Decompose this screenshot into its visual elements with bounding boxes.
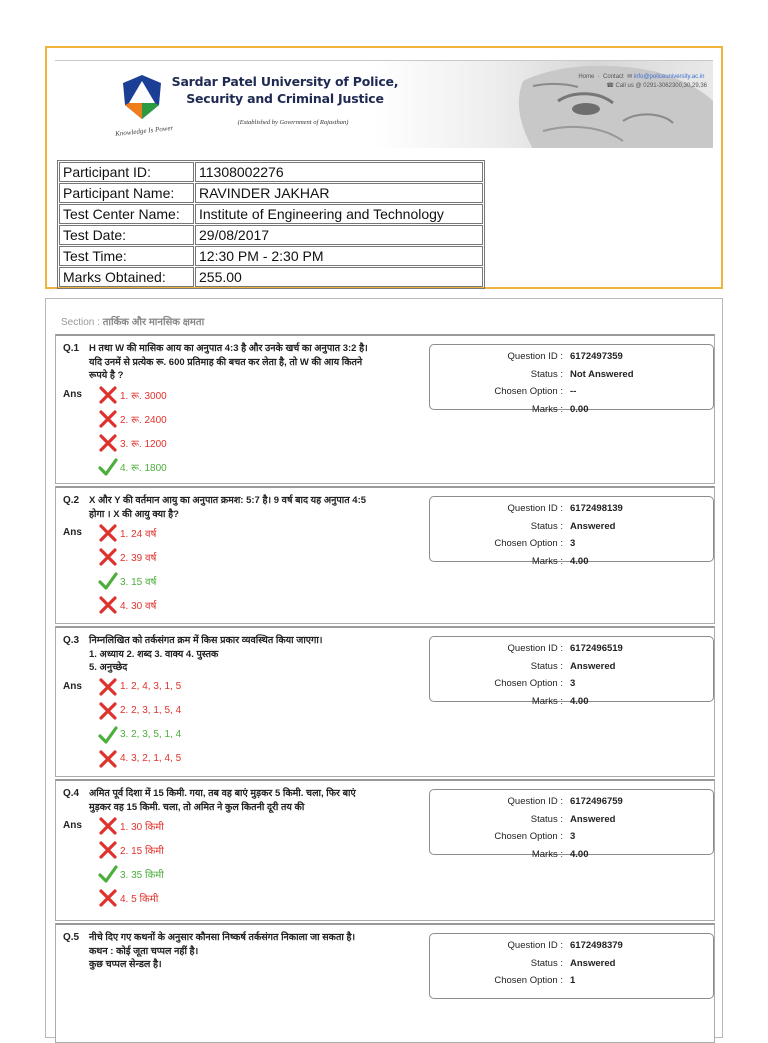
email-link[interactable]: info@policeuniversity.ac.in <box>633 74 705 80</box>
chosen-option-row <box>430 678 713 692</box>
cross-icon <box>98 750 118 768</box>
question-id-label: Question ID : <box>507 503 563 514</box>
participant-row <box>59 246 483 266</box>
marks-label: Marks : <box>531 403 563 415</box>
answer-option <box>98 841 164 859</box>
status-label: Status : <box>530 813 563 825</box>
chosen-option-label: Chosen Option : <box>494 831 563 842</box>
status-row <box>430 814 713 828</box>
question-card <box>55 486 715 624</box>
question-id-value: 6172498379 <box>570 940 623 951</box>
cross-icon <box>98 386 118 404</box>
status-row <box>430 369 713 383</box>
answer-option <box>98 386 167 404</box>
marks-row <box>430 849 713 863</box>
answer-option <box>98 678 181 696</box>
participant-label: Test Time: <box>59 246 194 266</box>
contact-link[interactable]: Contact <box>603 74 624 80</box>
cross-icon <box>98 889 118 907</box>
section-title: Section : तार्किक और मानसिक क्षमता <box>61 317 205 328</box>
chosen-option-value: -- <box>570 386 577 397</box>
question-number: Q.4 <box>63 788 80 799</box>
cross-icon <box>98 548 118 566</box>
answer-option <box>98 750 181 768</box>
answer-option <box>98 524 156 542</box>
answer-option <box>98 702 181 720</box>
marks-row <box>430 556 713 570</box>
question-details <box>429 789 714 860</box>
question-id-label: Question ID : <box>507 643 563 654</box>
marks-label: Marks : <box>531 695 563 707</box>
cross-icon <box>98 434 118 452</box>
option-text: 1. रू. 3000 <box>120 390 167 402</box>
answer-option <box>98 726 181 744</box>
home-link[interactable]: Home <box>578 74 595 80</box>
status-value: Answered <box>570 813 616 825</box>
marks-value: 4.00 <box>570 695 589 707</box>
participant-row <box>59 162 483 182</box>
cross-icon <box>98 410 118 428</box>
check-icon <box>98 572 118 590</box>
status-value: Answered <box>570 520 616 532</box>
question-details <box>429 344 714 415</box>
participant-info-table <box>57 160 485 289</box>
answer-option <box>98 817 164 835</box>
option-text: 3. 15 वर्ष <box>120 577 157 588</box>
status-row <box>430 661 713 675</box>
check-icon <box>98 458 118 476</box>
question-number: Q.2 <box>63 495 80 506</box>
phone-icon: ☎ <box>606 83 614 89</box>
established-note: (Established by Government of Rajasthan) <box>237 119 349 126</box>
question-card <box>55 923 715 1043</box>
participant-value: Institute of Engineering and Technology <box>195 204 483 224</box>
participant-row <box>59 183 483 203</box>
marks-value: 4.00 <box>570 555 589 567</box>
ans-label: Ans <box>63 820 82 831</box>
question-id-label: Question ID : <box>507 796 563 807</box>
participant-value: 12:30 PM - 2:30 PM <box>195 246 483 266</box>
question-details <box>429 933 714 999</box>
chosen-option-row <box>430 386 713 400</box>
question-id-value: 6172498139 <box>570 503 623 514</box>
question-text: अमित पूर्व दिशा में 15 किमी. गया, तब वह बाएं मुड़कर 5 किमी. चला, फिर बाएं मुड़कर वह 15 किमी. चला, तो अमित ने कुल कितनी दूरी तय की <box>89 788 356 813</box>
participant-label: Test Center Name: <box>59 204 194 224</box>
question-id-row <box>430 643 713 657</box>
question-text: निम्नलिखित को तर्कसंगत क्रम में किस प्रकार व्यवस्थित किया जाएगा। 1. अध्याय 2. शब्द 3. वाक्य 4. पुस्तक 5. अनुच्छेद <box>89 635 323 673</box>
police-shield-icon <box>121 73 163 121</box>
ans-label: Ans <box>63 527 82 538</box>
participant-row <box>59 204 483 224</box>
mail-icon: ✉ <box>627 74 633 80</box>
answer-option <box>98 434 167 452</box>
question-card <box>55 779 715 921</box>
participant-value: RAVINDER JAKHAR <box>195 183 483 203</box>
status-row <box>430 958 713 972</box>
cross-icon <box>98 678 118 696</box>
status-row <box>430 521 713 535</box>
participant-value: 255.00 <box>195 267 483 287</box>
question-id-label: Question ID : <box>507 351 563 362</box>
chosen-option-label: Chosen Option : <box>494 678 563 689</box>
question-text: X और Y की वर्तमान आयु का अनुपात क्रमश: 5:7 है। 9 वर्ष बाद यह अनुपात 4:5 होगा । X की आयु क्या है? <box>89 495 367 520</box>
option-text: 4. रू. 1800 <box>120 462 167 474</box>
cross-icon <box>98 596 118 614</box>
question-id-row <box>430 940 713 954</box>
university-name: Sardar Patel University of Police, Security and Criminal Justice <box>171 74 399 106</box>
option-text: 3. रू. 1200 <box>120 438 167 450</box>
check-icon <box>98 726 118 744</box>
option-text: 4. 5 किमी <box>120 894 159 905</box>
question-id-row <box>430 503 713 517</box>
status-label: Status : <box>530 957 563 969</box>
status-value: Not Answered <box>570 368 634 380</box>
question-details <box>429 496 714 567</box>
marks-value: 4.00 <box>570 848 589 860</box>
marks-row <box>430 404 713 418</box>
question-details <box>429 636 714 707</box>
question-id-row <box>430 796 713 810</box>
question-card <box>55 626 715 777</box>
answer-option <box>98 572 156 590</box>
status-value: Answered <box>570 957 616 969</box>
top-links: Home · Contact ✉ info@policeuniversity.ac.in ☎ Call us @ 0291-3062300,30,29,36 <box>578 74 707 89</box>
cross-icon <box>98 524 118 542</box>
university-banner <box>55 60 713 148</box>
header-card <box>45 46 723 289</box>
question-text: नीचे दिए गए कथनों के अनुसार कौनसा निष्कर्ष तर्कसंगत निकाला जा सकता है। कथन : कोई जूता चप्पल नहीं है। कुछ चप्पल सेन्डल है। <box>89 932 356 970</box>
chosen-option-label: Chosen Option : <box>494 538 563 549</box>
chosen-option-value: 3 <box>570 538 576 549</box>
chosen-option-value: 1 <box>570 975 576 986</box>
question-number: Q.3 <box>63 635 80 646</box>
participant-value: 29/08/2017 <box>195 225 483 245</box>
check-icon <box>98 865 118 883</box>
chosen-option-row <box>430 975 713 989</box>
question-id-label: Question ID : <box>507 940 563 951</box>
marks-value: 0.00 <box>570 403 589 415</box>
question-id-value: 6172497359 <box>570 351 623 362</box>
answer-option <box>98 596 156 614</box>
option-text: 2. 39 वर्ष <box>120 553 157 564</box>
question-number: Q.1 <box>63 343 80 354</box>
option-text: 2. 2, 3, 1, 5, 4 <box>120 705 182 716</box>
participant-row <box>59 267 483 287</box>
answer-option <box>98 458 167 476</box>
question-id-value: 6172496759 <box>570 796 623 807</box>
question-text: H तथा W की मासिक आय का अनुपात 4:3 है और उनके खर्च का अनुपात 3:2 है। यदि उनमें से प्रत्येक रू. 600 प्रतिमाह की बचत कर लेता है, तो W की आय कितने रूपये है ? <box>89 343 368 381</box>
option-text: 3. 35 किमी <box>120 870 164 881</box>
option-text: 4. 3, 2, 1, 4, 5 <box>120 753 182 764</box>
question-id-value: 6172496519 <box>570 643 623 654</box>
university-logo <box>115 69 415 148</box>
option-text: 1. 2, 4, 3, 1, 5 <box>120 681 182 692</box>
marks-label: Marks : <box>531 848 563 860</box>
status-label: Status : <box>530 660 563 672</box>
chosen-option-label: Chosen Option : <box>494 975 563 986</box>
participant-label: Participant Name: <box>59 183 194 203</box>
chosen-option-row <box>430 538 713 552</box>
question-number: Q.5 <box>63 932 80 943</box>
participant-row <box>59 225 483 245</box>
chosen-option-value: 3 <box>570 831 576 842</box>
chosen-option-label: Chosen Option : <box>494 386 563 397</box>
answer-option <box>98 548 156 566</box>
option-text: 1. 30 किमी <box>120 822 164 833</box>
cross-icon <box>98 841 118 859</box>
chosen-option-value: 3 <box>570 678 576 689</box>
option-text: 2. 15 किमी <box>120 846 164 857</box>
option-text: 2. रू. 2400 <box>120 414 167 426</box>
participant-value: 11308002276 <box>195 162 483 182</box>
chosen-option-row <box>430 831 713 845</box>
option-text: 1. 24 वर्ष <box>120 529 157 540</box>
question-card <box>55 334 715 484</box>
ans-label: Ans <box>63 388 82 400</box>
participant-label: Marks Obtained: <box>59 267 194 287</box>
question-id-row <box>430 351 713 365</box>
cross-icon <box>98 702 118 720</box>
marks-label: Marks : <box>531 555 563 567</box>
status-label: Status : <box>530 368 563 380</box>
option-text: 4. 30 वर्ष <box>120 601 157 612</box>
logo-motto: Knowledge Is Power <box>114 123 174 139</box>
cross-icon <box>98 817 118 835</box>
call-info: Call us @ 0291-3062300,30,29,36 <box>615 83 707 89</box>
participant-label: Test Date: <box>59 225 194 245</box>
status-label: Status : <box>530 520 563 532</box>
marks-row <box>430 696 713 710</box>
answer-sheet <box>45 298 723 1038</box>
answer-option <box>98 889 158 907</box>
ans-label: Ans <box>63 680 82 692</box>
answer-option <box>98 410 167 428</box>
option-text: 3. 2, 3, 5, 1, 4 <box>120 729 182 740</box>
answer-option <box>98 865 164 883</box>
participant-label: Participant ID: <box>59 162 194 182</box>
status-value: Answered <box>570 660 616 672</box>
